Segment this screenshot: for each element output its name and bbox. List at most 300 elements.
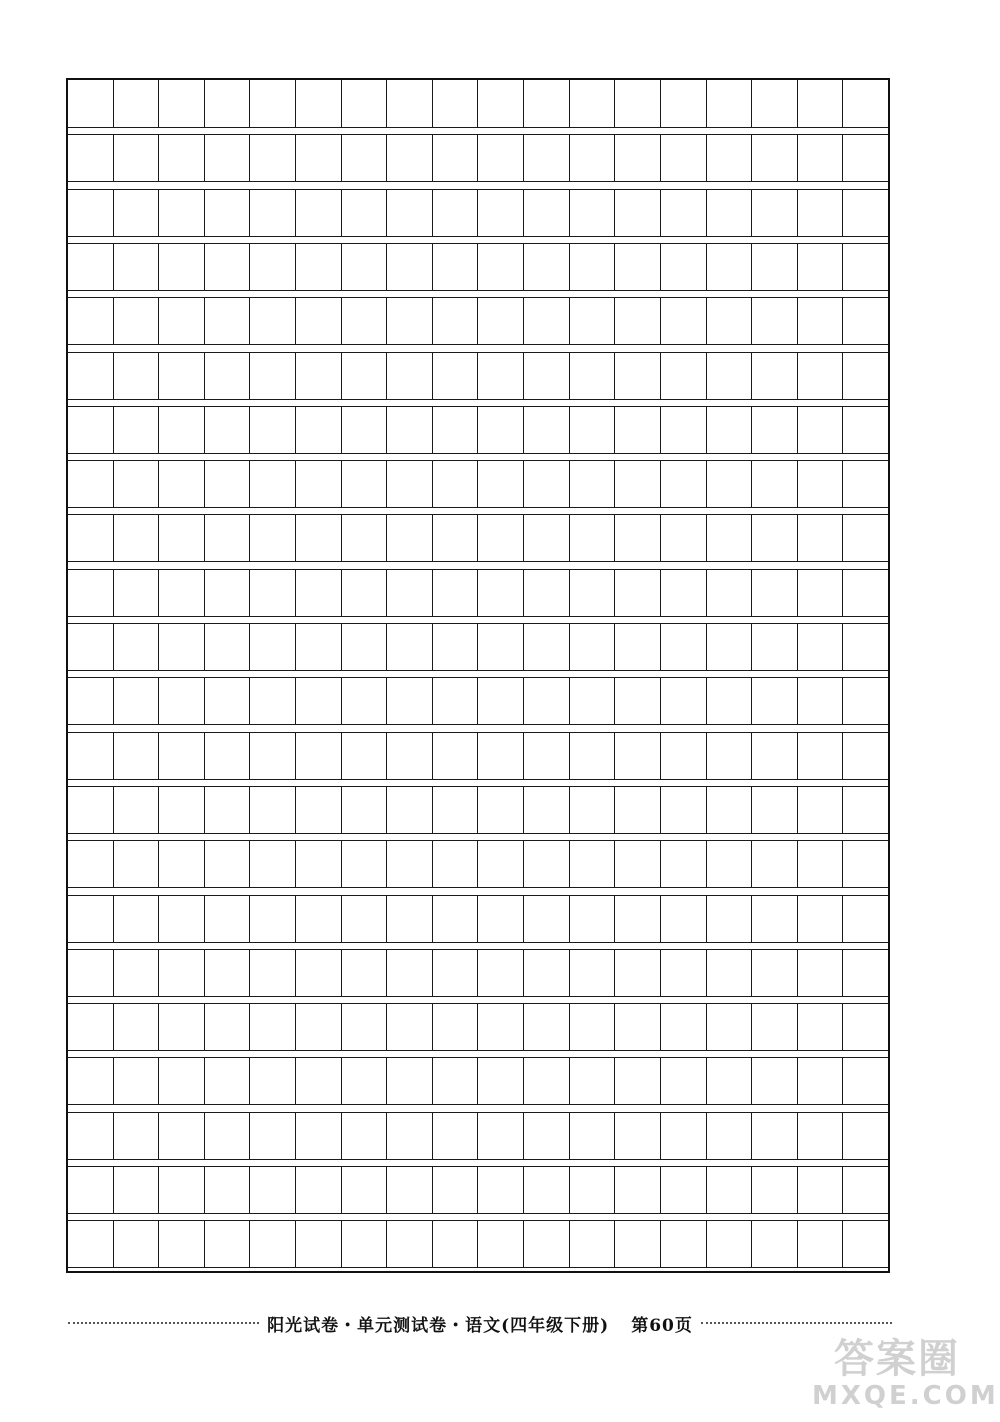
grid-cell [387,135,433,181]
grid-cell [68,298,114,344]
grid-cell [342,244,388,290]
grid-cell [250,896,296,942]
grid-cell [296,190,342,236]
grid-cell [570,787,616,833]
grid-cell [296,1221,342,1267]
grid-cell [798,1113,844,1159]
grid-cell [205,461,251,507]
grid-cell [661,1004,707,1050]
grid-cell [68,353,114,399]
grid-cell [843,896,888,942]
grid-cell [205,1113,251,1159]
grid-cell [387,244,433,290]
grid-cell [205,80,251,127]
grid-cell [752,841,798,887]
grid-cell [661,353,707,399]
grid-cell [68,624,114,670]
grid-cell [342,1221,388,1267]
grid-cell [205,624,251,670]
grid-cell [159,678,205,724]
grid-row [68,1057,888,1105]
watermark-logo [812,1336,999,1411]
grid-cell [752,298,798,344]
grid-cell [159,244,205,290]
grid-cell [205,515,251,561]
grid-cell [296,570,342,616]
grid-cell [524,407,570,453]
grid-cell [661,135,707,181]
grid-cell [114,135,160,181]
grid-cell [752,353,798,399]
grid-cell [524,190,570,236]
grid-cell [752,1221,798,1267]
grid-cell [68,678,114,724]
grid-cell [752,624,798,670]
grid-cell [114,1167,160,1213]
grid-cell [570,896,616,942]
grid-cell [387,624,433,670]
grid-cell [342,624,388,670]
grid-cell [159,1004,205,1050]
grid-row [68,1112,888,1160]
grid-cell [296,841,342,887]
grid-row [68,80,888,128]
grid-cell [524,678,570,724]
grid-cell [250,950,296,996]
grid-cell [250,407,296,453]
grid-cell [342,678,388,724]
grid-cell [250,244,296,290]
grid-cell [114,353,160,399]
grid-cell [478,135,524,181]
grid-cell [752,733,798,779]
grid-cell [524,1221,570,1267]
grid-cell [524,1113,570,1159]
writing-grid [66,78,890,1273]
grid-cell [68,733,114,779]
grid-cell [524,841,570,887]
grid-cell [707,190,753,236]
grid-cell [478,841,524,887]
grid-cell [843,678,888,724]
grid-cell [205,1167,251,1213]
grid-cell [615,353,661,399]
grid-cell [114,407,160,453]
grid-cell [478,1004,524,1050]
grid-cell [843,733,888,779]
grid-cell [478,1058,524,1104]
grid-cell [205,298,251,344]
grid-cell [798,244,844,290]
grid-cell [752,135,798,181]
grid-cell [387,787,433,833]
grid-cell [752,896,798,942]
grid-cell [843,407,888,453]
grid-cell [615,244,661,290]
grid-cell [752,678,798,724]
grid-cell [159,896,205,942]
grid-cell [707,135,753,181]
grid-cell [478,244,524,290]
grid-cell [342,570,388,616]
grid-cell [68,841,114,887]
grid-cell [205,733,251,779]
grid-cell [68,570,114,616]
grid-cell [615,841,661,887]
grid-cell [478,190,524,236]
grid-cell [570,1167,616,1213]
grid-cell [296,733,342,779]
grid-cell [387,896,433,942]
grid-cell [615,515,661,561]
grid-cell [570,407,616,453]
grid-cell [707,461,753,507]
grid-cell [524,298,570,344]
grid-cell [114,841,160,887]
grid-row [68,514,888,562]
grid-cell [114,678,160,724]
grid-cell [570,1221,616,1267]
grid-cell [433,353,479,399]
grid-cell [342,1113,388,1159]
grid-cell [433,80,479,127]
grid-cell [524,896,570,942]
grid-row [68,840,888,888]
grid-cell [661,461,707,507]
grid-cell [387,1113,433,1159]
grid-cell [387,1167,433,1213]
grid-cell [524,787,570,833]
grid-cell [843,1113,888,1159]
grid-cell [205,190,251,236]
grid-cell [524,461,570,507]
grid-cell [524,80,570,127]
grid-cell [798,950,844,996]
grid-row [68,1220,888,1268]
grid-cell [798,190,844,236]
grid-cell [114,787,160,833]
page-footer [60,1308,900,1338]
grid-cell [296,298,342,344]
grid-cell [615,1113,661,1159]
grid-cell [205,353,251,399]
grid-cell [68,950,114,996]
grid-cell [798,787,844,833]
grid-cell [68,244,114,290]
footer-title: 阳光试卷・单元测试卷・语文(四年级下册) [267,1315,610,1336]
grid-cell [478,407,524,453]
grid-cell [250,1058,296,1104]
grid-cell [570,624,616,670]
grid-cell [707,1058,753,1104]
grid-cell [661,896,707,942]
grid-cell [342,1167,388,1213]
grid-cell [478,570,524,616]
grid-cell [798,1058,844,1104]
grid-cell [615,624,661,670]
grid-cell [433,461,479,507]
grid-row [68,569,888,617]
grid-cell [433,244,479,290]
grid-cell [843,787,888,833]
grid-cell [296,80,342,127]
grid-cell [661,570,707,616]
grid-cell [798,135,844,181]
grid-cell [205,1004,251,1050]
grid-cell [114,1004,160,1050]
grid-cell [68,515,114,561]
grid-cell [615,298,661,344]
grid-cell [615,950,661,996]
grid-cell [387,461,433,507]
grid-cell [843,461,888,507]
grid-cell [387,298,433,344]
grid-cell [296,1113,342,1159]
grid-cell [433,1058,479,1104]
grid-cell [661,787,707,833]
grid-cell [615,678,661,724]
grid-cell [570,515,616,561]
grid-cell [570,841,616,887]
grid-cell [68,787,114,833]
grid-cell [707,80,753,127]
grid-row [68,1003,888,1051]
grid-cell [752,1167,798,1213]
grid-cell [752,1113,798,1159]
grid-cell [707,733,753,779]
grid-cell [615,1004,661,1050]
grid-cell [387,570,433,616]
grid-cell [387,1058,433,1104]
grid-cell [570,244,616,290]
watermark-text: 答案圈 [834,1336,960,1382]
grid-cell [68,80,114,127]
grid-cell [707,1167,753,1213]
grid-cell [250,461,296,507]
grid-cell [433,841,479,887]
grid-cell [387,515,433,561]
grid-cell [387,678,433,724]
grid-cell [159,787,205,833]
grid-cell [478,950,524,996]
grid-cell [524,950,570,996]
grid-cell [798,353,844,399]
grid-cell [159,841,205,887]
grid-cell [478,353,524,399]
grid-cell [387,80,433,127]
grid-cell [114,896,160,942]
grid-cell [798,896,844,942]
grid-cell [752,787,798,833]
grid-cell [296,1004,342,1050]
grid-cell [570,135,616,181]
grid-row [68,297,888,345]
grid-cell [250,570,296,616]
grid-cell [798,1221,844,1267]
grid-cell [342,733,388,779]
grid-row [68,189,888,237]
grid-cell [707,841,753,887]
grid-cell [478,515,524,561]
grid-cell [387,733,433,779]
grid-cell [524,515,570,561]
grid-row [68,460,888,508]
grid-cell [159,190,205,236]
grid-cell [524,1058,570,1104]
grid-cell [661,515,707,561]
grid-cell [524,1167,570,1213]
grid-cell [570,80,616,127]
grid-cell [159,461,205,507]
grid-cell [433,787,479,833]
grid-cell [615,570,661,616]
grid-cell [570,733,616,779]
grid-cell [843,841,888,887]
grid-row [68,1166,888,1214]
grid-cell [843,1221,888,1267]
grid-cell [752,244,798,290]
grid-cell [615,787,661,833]
grid-cell [570,353,616,399]
grid-cell [661,80,707,127]
grid-cell [478,1221,524,1267]
grid-cell [250,1113,296,1159]
grid-cell [707,678,753,724]
grid-cell [570,1058,616,1104]
grid-cell [205,896,251,942]
grid-cell [478,1113,524,1159]
grid-cell [114,515,160,561]
grid-cell [250,190,296,236]
grid-cell [752,1004,798,1050]
grid-cell [205,950,251,996]
grid-cell [707,298,753,344]
grid-cell [615,407,661,453]
grid-cell [342,80,388,127]
grid-row [68,352,888,400]
grid-cell [478,733,524,779]
grid-cell [205,1058,251,1104]
footer-dots-right [701,1322,892,1324]
grid-cell [296,787,342,833]
grid-cell [342,190,388,236]
grid-cell [615,1058,661,1104]
grid-cell [843,624,888,670]
grid-cell [342,1058,388,1104]
grid-cell [433,733,479,779]
grid-cell [570,1113,616,1159]
grid-row [68,732,888,780]
grid-cell [843,353,888,399]
grid-cell [205,787,251,833]
grid-cell [159,407,205,453]
grid-cell [205,244,251,290]
grid-cell [615,896,661,942]
grid-cell [387,407,433,453]
grid-cell [433,298,479,344]
grid-cell [159,1058,205,1104]
grid-cell [798,407,844,453]
grid-cell [68,896,114,942]
grid-cell [433,190,479,236]
grid-cell [250,733,296,779]
grid-row [68,895,888,943]
grid-cell [159,1113,205,1159]
grid-cell [798,570,844,616]
grid-cell [661,407,707,453]
grid-cell [296,244,342,290]
grid-cell [752,950,798,996]
grid-cell [707,896,753,942]
grid-cell [250,1167,296,1213]
grid-cell [205,678,251,724]
grid-cell [296,950,342,996]
grid-cell [250,678,296,724]
grid-cell [570,950,616,996]
grid-cell [342,353,388,399]
grid-cell [707,515,753,561]
grid-cell [798,1167,844,1213]
grid-cell [478,787,524,833]
grid-cell [524,570,570,616]
grid-cell [661,1167,707,1213]
grid-cell [570,461,616,507]
grid-cell [752,570,798,616]
grid-cell [387,353,433,399]
grid-cell [68,1004,114,1050]
grid-cell [68,135,114,181]
grid-cell [570,1004,616,1050]
grid-cell [433,678,479,724]
grid-cell [478,678,524,724]
grid-cell [478,624,524,670]
grid-cell [661,298,707,344]
grid-cell [433,1167,479,1213]
grid-cell [296,1058,342,1104]
grid-cell [114,733,160,779]
grid-cell [798,461,844,507]
grid-cell [387,190,433,236]
grid-cell [114,80,160,127]
grid-cell [342,407,388,453]
grid-cell [843,135,888,181]
grid-cell [250,787,296,833]
grid-cell [68,461,114,507]
grid-cell [296,461,342,507]
grid-cell [752,461,798,507]
grid-row [68,949,888,997]
grid-cell [433,515,479,561]
grid-cell [843,298,888,344]
grid-cell [296,624,342,670]
grid-cell [798,80,844,127]
grid-cell [68,1058,114,1104]
grid-cell [159,135,205,181]
grid-cell [296,1167,342,1213]
grid-cell [433,1004,479,1050]
grid-row [68,243,888,291]
grid-cell [159,950,205,996]
grid-cell [114,461,160,507]
grid-cell [296,896,342,942]
grid-cell [570,298,616,344]
grid-cell [707,1221,753,1267]
grid-cell [250,80,296,127]
grid-cell [707,570,753,616]
grid-cell [296,353,342,399]
grid-row [68,134,888,182]
grid-cell [342,461,388,507]
